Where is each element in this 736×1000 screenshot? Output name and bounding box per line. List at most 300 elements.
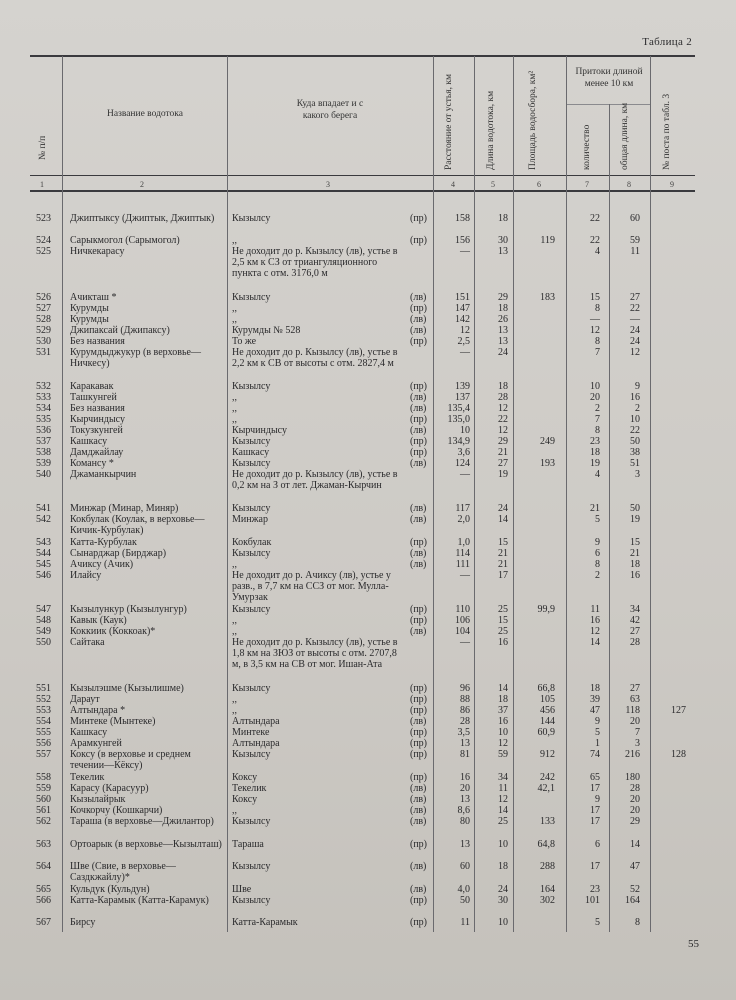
cell-name: Коккиик (Коккоак)*	[70, 626, 156, 637]
cell-name: Ташкунгей	[70, 392, 117, 403]
cell-dest: Кокбулак	[232, 537, 272, 548]
cell-num: 530	[36, 336, 51, 347]
cell-len: 17	[498, 570, 508, 581]
cell-name: Карасу (Карасуур)	[70, 783, 149, 794]
cell-name: Коксу (в верховье и среднем течении—Кёксу)	[70, 749, 191, 771]
cell-dist: 117	[455, 503, 470, 514]
cell-tc: 23	[590, 884, 600, 895]
cell-tl: 20	[630, 794, 640, 805]
cell-dest: Кызылсу	[232, 895, 271, 906]
cell-dist: 135,4	[447, 403, 470, 414]
cell-dist: 1,0	[457, 537, 470, 548]
cell-side: (лв)	[410, 716, 427, 727]
cell-tl: 164	[625, 895, 640, 906]
cell-num: 542	[36, 514, 51, 525]
cell-dist: 124	[455, 458, 470, 469]
cell-num: 531	[36, 347, 51, 358]
cell-name: Кульдук (Кульдун)	[70, 884, 150, 895]
cell-dist: 147	[455, 303, 470, 314]
cell-name: Джиптыксу (Джиптык, Джиптык)	[70, 213, 215, 224]
cell-num: 557	[36, 749, 51, 760]
cell-name: Ортоарык (в верховье—Кызылташ)	[70, 839, 222, 850]
cell-len: 12	[498, 403, 508, 414]
cell-dest: ,,	[232, 705, 237, 716]
cell-len: 24	[498, 347, 508, 358]
cell-name: Тараша (в верховье—Джилантор)	[70, 816, 214, 827]
cell-side: (пр)	[410, 738, 428, 749]
cell-tc: 10	[590, 381, 600, 392]
cell-dist: 142	[455, 314, 470, 325]
cell-tl: 15	[630, 537, 640, 548]
cell-tl: 60	[630, 213, 640, 224]
cell-tl: 8	[635, 917, 640, 928]
cell-side: (лв)	[410, 794, 427, 805]
cell-dist: —	[460, 469, 470, 480]
cell-dest: Не доходит до р. Кызылсу (лв), устье в 2,5 км к СЗ от триангуляционного пункта с отм. 3176,0 м	[232, 246, 398, 279]
cell-len: 12	[498, 425, 508, 436]
cell-tl: 42	[630, 615, 640, 626]
colnum-5: 5	[491, 180, 495, 189]
cell-tl: 11	[630, 246, 640, 257]
cell-tl: 14	[630, 839, 640, 850]
col-rule	[513, 56, 514, 932]
cell-dest: Кашкасу	[232, 447, 270, 458]
cell-side: (пр)	[410, 381, 428, 392]
cell-tc: 8	[595, 303, 600, 314]
cell-area: 60,9	[537, 727, 555, 738]
header-len: Длина водотока, км	[486, 90, 496, 170]
cell-dist: 80	[460, 816, 470, 827]
cell-tl: 21	[630, 548, 640, 559]
cell-tc: 17	[590, 816, 600, 827]
col-rule	[566, 56, 567, 932]
cell-num: 545	[36, 559, 51, 570]
cell-num: 546	[36, 570, 51, 581]
cell-tc: 6	[595, 548, 600, 559]
cell-name: Джаманкырчин	[70, 469, 137, 480]
cell-side: (пр)	[410, 447, 428, 458]
cell-dist: 114	[455, 548, 470, 559]
cell-len: 15	[498, 537, 508, 548]
cell-tc: 6	[595, 839, 600, 850]
cell-tl: 50	[630, 503, 640, 514]
cell-dest: Катта-Карамык	[232, 917, 298, 928]
cell-dist: 2,0	[457, 514, 470, 525]
cell-len: 18	[498, 213, 508, 224]
cell-name: Кавык (Каук)	[70, 615, 127, 626]
col-rule	[433, 56, 434, 932]
cell-tl: 2	[635, 403, 640, 414]
header-tcount: количество	[582, 124, 592, 170]
cell-tc: 17	[590, 805, 600, 816]
cell-tl: 22	[630, 425, 640, 436]
cell-num: 533	[36, 392, 51, 403]
cell-num: 550	[36, 637, 51, 648]
cell-len: 27	[498, 458, 508, 469]
cell-num: 523	[36, 213, 51, 224]
cell-tl: 63	[630, 694, 640, 705]
cell-dist: 86	[460, 705, 470, 716]
cell-tc: 22	[590, 235, 600, 246]
cell-side: (пр)	[410, 336, 428, 347]
cell-dist: 139	[455, 381, 470, 392]
cell-tc: 5	[595, 917, 600, 928]
cell-side: (лв)	[410, 403, 427, 414]
cell-name: Дамджайлау	[70, 447, 124, 458]
cell-dest: Кызылсу	[232, 548, 271, 559]
cell-num: 527	[36, 303, 51, 314]
cell-dist: 111	[455, 559, 470, 570]
cell-num: 565	[36, 884, 51, 895]
cell-tl: 10	[630, 414, 640, 425]
cell-dist: 156	[455, 235, 470, 246]
cell-side: (лв)	[410, 292, 427, 303]
cell-len: 21	[498, 447, 508, 458]
cell-tl: 27	[630, 292, 640, 303]
cell-tc: 14	[590, 637, 600, 648]
cell-tl: 24	[630, 336, 640, 347]
cell-dist: 12	[460, 325, 470, 336]
cell-dist: 13	[460, 738, 470, 749]
cell-name: Илайсу	[70, 570, 102, 581]
cell-side: (лв)	[410, 805, 427, 816]
cell-tl: 180	[625, 772, 640, 783]
cell-name: Сайтака	[70, 637, 105, 648]
cell-dest: Кызылсу	[232, 458, 271, 469]
cell-side: (лв)	[410, 458, 427, 469]
colnum-8: 8	[627, 180, 631, 189]
cell-tl: 18	[630, 559, 640, 570]
colnum-bottom-rule	[30, 190, 695, 192]
cell-tc: 5	[595, 514, 600, 525]
cell-tl: 3	[635, 738, 640, 749]
cell-side: (пр)	[410, 839, 428, 850]
cell-dist: 158	[455, 213, 470, 224]
cell-num: 556	[36, 738, 51, 749]
cell-num: 552	[36, 694, 51, 705]
cell-tc: 8	[595, 559, 600, 570]
cell-tc: 65	[590, 772, 600, 783]
cell-tl: 59	[630, 235, 640, 246]
cell-tl: 19	[630, 514, 640, 525]
cell-name: Шве (Свие, в верховье—Саздкжайлу)*	[70, 861, 176, 883]
cell-len: 37	[498, 705, 508, 716]
cell-side: (пр)	[410, 414, 428, 425]
cell-dest: Алтындара	[232, 716, 280, 727]
cell-len: 11	[498, 783, 508, 794]
cell-dest: То же	[232, 336, 257, 347]
cell-side: (пр)	[410, 772, 428, 783]
cell-len: 13	[498, 336, 508, 347]
cell-side: (лв)	[410, 314, 427, 325]
cell-tl: 27	[630, 626, 640, 637]
cell-dist: 88	[460, 694, 470, 705]
cell-dist: 60	[460, 861, 470, 872]
cell-side: (лв)	[410, 548, 427, 559]
cell-dist: 106	[455, 615, 470, 626]
cell-tl: 216	[625, 749, 640, 760]
col-rule	[650, 56, 651, 932]
cell-dest: Кызылсу	[232, 381, 271, 392]
cell-tl: 7	[635, 727, 640, 738]
cell-len: 13	[498, 325, 508, 336]
cell-area: 193	[540, 458, 555, 469]
cell-len: 21	[498, 548, 508, 559]
cell-area: 66,8	[537, 683, 555, 694]
cell-num: 561	[36, 805, 51, 816]
col-rule	[474, 56, 475, 932]
cell-tc: 16	[590, 615, 600, 626]
cell-area: 242	[540, 772, 555, 783]
cell-dest: Кызылсу	[232, 861, 271, 872]
cell-area: 105	[540, 694, 555, 705]
header-tribs: Притоки длиной менее 10 км	[575, 67, 643, 89]
cell-side: (пр)	[410, 235, 428, 246]
cell-tc: 11	[590, 604, 600, 615]
cell-tc: 74	[590, 749, 600, 760]
cell-name: Курумды	[70, 303, 109, 314]
cell-dest: Кырчиндысу	[232, 425, 287, 436]
cell-tc: 18	[590, 683, 600, 694]
cell-dist: 28	[460, 716, 470, 727]
cell-dist: 81	[460, 749, 470, 760]
cell-side: (лв)	[410, 425, 427, 436]
cell-len: 14	[498, 514, 508, 525]
cell-len: 29	[498, 436, 508, 447]
cell-side: (пр)	[410, 604, 428, 615]
cell-len: 28	[498, 392, 508, 403]
cell-dist: 2,5	[457, 336, 470, 347]
cell-tl: 38	[630, 447, 640, 458]
cell-num: 563	[36, 839, 51, 850]
cell-dest: Коксу	[232, 772, 258, 783]
cell-dest: Коксу	[232, 794, 258, 805]
table-title: Таблица 2	[642, 36, 692, 48]
cell-side: (лв)	[410, 503, 427, 514]
cell-name: Без названия	[70, 403, 125, 414]
cell-area: 144	[540, 716, 555, 727]
cell-area: 249	[540, 436, 555, 447]
page-number: 55	[688, 938, 699, 950]
cell-len: 34	[498, 772, 508, 783]
cell-name: Ачиксу (Ачик)	[70, 559, 134, 570]
header-name: Название водотока	[107, 109, 183, 119]
cell-name: Минжар (Минар, Миняр)	[70, 503, 179, 514]
cell-tl: 20	[630, 716, 640, 727]
cell-dest: Не доходит до р. Ачиксу (лв), устье у разв., в 7,7 км на ССЗ от мог. Мулла-Умурзак	[232, 570, 391, 603]
cell-len: 18	[498, 861, 508, 872]
cell-name: Без названия	[70, 336, 125, 347]
cell-post: 128	[671, 749, 686, 760]
cell-tc: 7	[595, 347, 600, 358]
cell-area: 288	[540, 861, 555, 872]
cell-tl: 16	[630, 570, 640, 581]
cell-dist: 137	[455, 392, 470, 403]
cell-dist: —	[460, 570, 470, 581]
cell-num: 560	[36, 794, 51, 805]
cell-dist: 50	[460, 895, 470, 906]
cell-tl: —	[630, 314, 640, 325]
cell-dest: Кызылсу	[232, 503, 271, 514]
cell-tl: 28	[630, 783, 640, 794]
cell-len: 18	[498, 303, 508, 314]
cell-dist: 134,9	[447, 436, 470, 447]
cell-len: 25	[498, 604, 508, 615]
cell-area: 119	[540, 235, 555, 246]
cell-num: 536	[36, 425, 51, 436]
cell-tl: 34	[630, 604, 640, 615]
colnum-9: 9	[670, 180, 674, 189]
cell-name: Ничкекарасу	[70, 246, 125, 257]
cell-num: 553	[36, 705, 51, 716]
cell-tl: 118	[625, 705, 640, 716]
cell-len: 12	[498, 738, 508, 749]
cell-len: 18	[498, 381, 508, 392]
cell-len: 15	[498, 615, 508, 626]
cell-tc: 47	[590, 705, 600, 716]
cell-tc: 1	[595, 738, 600, 749]
cell-dest: Кызылсу	[232, 213, 271, 224]
cell-area: 302	[540, 895, 555, 906]
cell-name: Бирсу	[70, 917, 96, 928]
cell-post: 127	[671, 705, 686, 716]
cell-len: 10	[498, 917, 508, 928]
cell-tc: 15	[590, 292, 600, 303]
cell-num: 526	[36, 292, 51, 303]
cell-num: 544	[36, 548, 51, 559]
cell-dist: —	[460, 246, 470, 257]
cell-tl: 20	[630, 805, 640, 816]
cell-area: 99,9	[537, 604, 555, 615]
cell-dest: Кызылсу	[232, 749, 271, 760]
cell-tl: 16	[630, 392, 640, 403]
cell-tl: 50	[630, 436, 640, 447]
colnum-2: 2	[140, 180, 144, 189]
cell-tl: 3	[635, 469, 640, 480]
cell-dist: —	[460, 637, 470, 648]
cell-tc: 8	[595, 336, 600, 347]
cell-dest: ,,	[232, 235, 237, 246]
cell-area: 164	[540, 884, 555, 895]
cell-area: 456	[540, 705, 555, 716]
cell-tc: 12	[590, 325, 600, 336]
cell-name: Кырчиндысу	[70, 414, 125, 425]
cell-tc: 19	[590, 458, 600, 469]
cell-tc: 9	[595, 794, 600, 805]
cell-dest: ,,	[232, 615, 237, 626]
cell-dest: ,,	[232, 392, 237, 403]
header-dest: Куда впадает и с какого берега	[296, 99, 364, 121]
cell-side: (пр)	[410, 727, 428, 738]
cell-name: Кашкасу	[70, 436, 108, 447]
cell-side: (пр)	[410, 615, 428, 626]
cell-side: (пр)	[410, 213, 428, 224]
cell-tl: 52	[630, 884, 640, 895]
cell-name: Алтындара *	[70, 705, 126, 716]
colnum-7: 7	[585, 180, 589, 189]
cell-dist: 10	[460, 425, 470, 436]
cell-dist: —	[460, 347, 470, 358]
cell-tc: 5	[595, 727, 600, 738]
cell-len: 16	[498, 637, 508, 648]
cell-tc: 7	[595, 414, 600, 425]
cell-dest: Тараша	[232, 839, 264, 850]
cell-dist: 20	[460, 783, 470, 794]
cell-len: 16	[498, 716, 508, 727]
cell-num: 534	[36, 403, 51, 414]
cell-tl: 28	[630, 637, 640, 648]
cell-tc: 9	[595, 537, 600, 548]
cell-name: Комансу *	[70, 458, 114, 469]
cell-side: (лв)	[410, 559, 427, 570]
cell-tc: 17	[590, 861, 600, 872]
table-top-rule	[30, 55, 695, 57]
cell-dest: Не доходит до р. Кызылсу (лв), устье в 1,8 км на ЗЮЗ от высоты с отм. 2707,8 м, в 3,5 км на СВ от мог. Ишан-Ата	[232, 637, 398, 670]
cell-tl: 47	[630, 861, 640, 872]
cell-name: Сарыкмогол (Сарымогол)	[70, 235, 180, 246]
cell-num: 539	[36, 458, 51, 469]
header-dist: Расстояние от устья, км	[444, 73, 454, 170]
cell-num: 551	[36, 683, 51, 694]
cell-num: 541	[36, 503, 51, 514]
cell-side: (пр)	[410, 895, 428, 906]
cell-area: 42,1	[537, 783, 555, 794]
cell-dest: Текелик	[232, 783, 267, 794]
cell-num: 535	[36, 414, 51, 425]
cell-tc: 20	[590, 392, 600, 403]
cell-dest: Кызылсу	[232, 816, 271, 827]
cell-len: 10	[498, 839, 508, 850]
cell-dest: ,,	[232, 559, 237, 570]
cell-num: 558	[36, 772, 51, 783]
cell-num: 538	[36, 447, 51, 458]
cell-len: 24	[498, 503, 508, 514]
cell-dest: ,,	[232, 626, 237, 637]
cell-side: (пр)	[410, 537, 428, 548]
cell-side: (лв)	[410, 884, 427, 895]
cell-len: 29	[498, 292, 508, 303]
cell-side: (лв)	[410, 392, 427, 403]
cell-tc: 4	[595, 469, 600, 480]
cell-tc: 22	[590, 213, 600, 224]
cell-area: 64,8	[537, 839, 555, 850]
cell-dist: 151	[455, 292, 470, 303]
cell-side: (пр)	[410, 436, 428, 447]
cell-num: 549	[36, 626, 51, 637]
cell-dest: ,,	[232, 805, 237, 816]
cell-side: (пр)	[410, 303, 428, 314]
cell-name: Кызылэшме (Кызылишме)	[70, 683, 184, 694]
cell-len: 12	[498, 794, 508, 805]
cell-num: 567	[36, 917, 51, 928]
colnum-6: 6	[537, 180, 541, 189]
cell-tc: 9	[595, 716, 600, 727]
cell-name: Кызылайрык	[70, 794, 126, 805]
cell-dist: 11	[460, 917, 470, 928]
cell-side: (лв)	[410, 514, 427, 525]
cell-dist: 3,6	[457, 447, 470, 458]
cell-dest: Не доходит до р. Кызылсу (лв), устье в 2,2 км к СВ от высоты с отм. 2827,4 м	[232, 347, 398, 369]
cell-name: Катта-Курбулак	[70, 537, 137, 548]
cell-dest: Минжар	[232, 514, 268, 525]
cell-dist: 110	[455, 604, 470, 615]
cell-name: Катта-Карамык (Катта-Карамук)	[70, 895, 209, 906]
cell-dist: 13	[460, 794, 470, 805]
cell-tc: 8	[595, 425, 600, 436]
cell-side: (пр)	[410, 749, 428, 760]
cell-tc: 39	[590, 694, 600, 705]
cell-dest: Кызылсу	[232, 604, 271, 615]
